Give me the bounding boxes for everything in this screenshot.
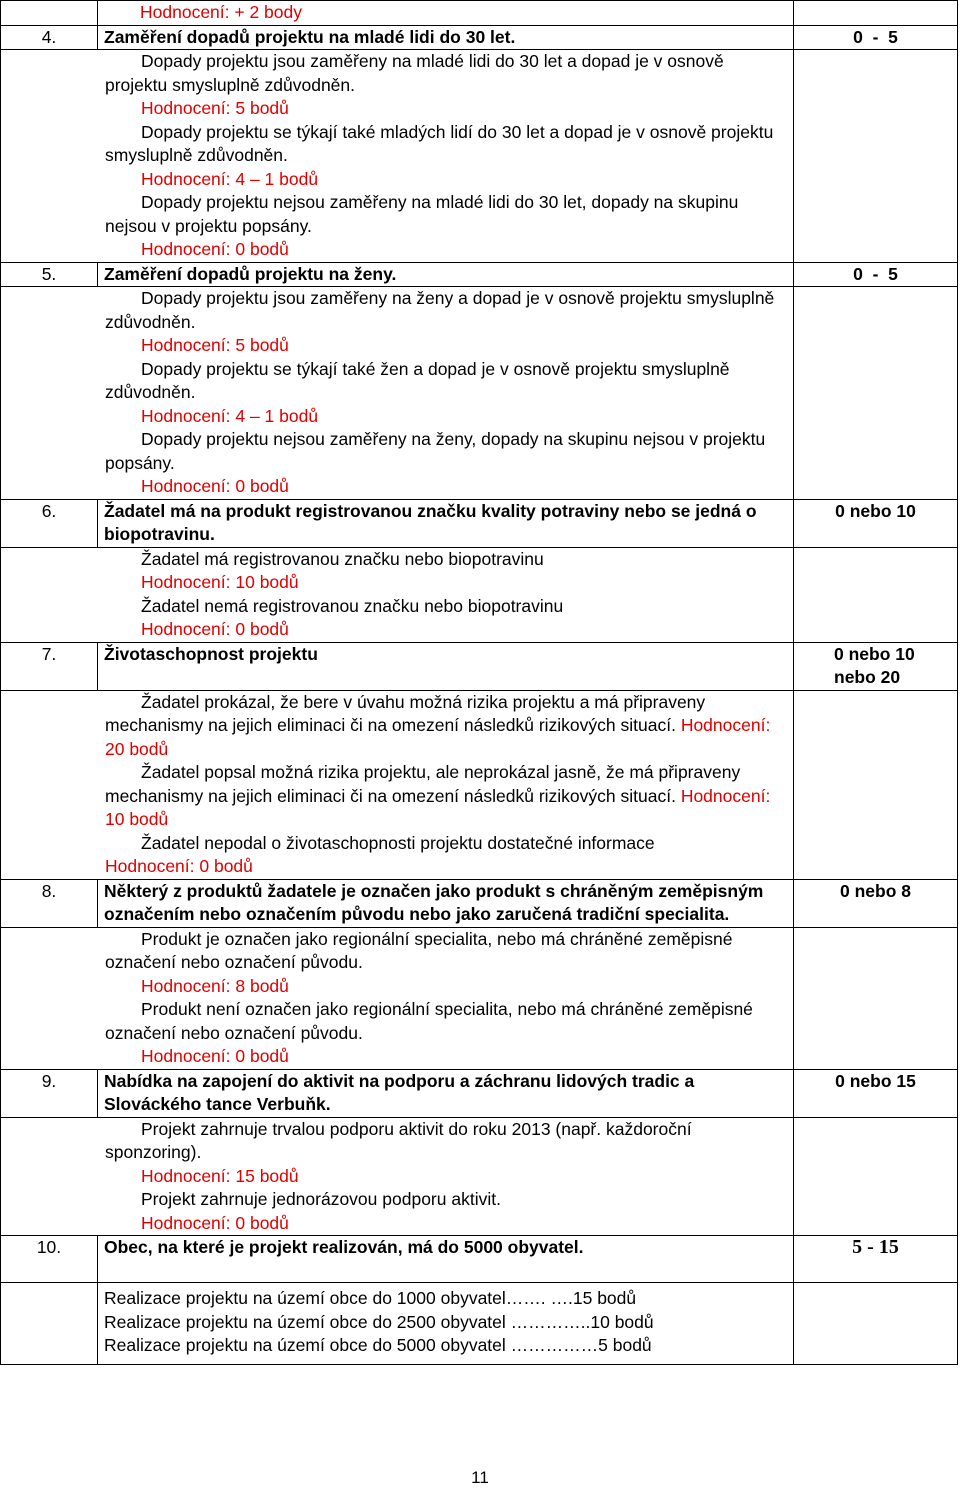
- option-text: Produkt není označen jako regionální specialita, nebo má chráněné zeměpisné označení nebo označení původu.: [105, 999, 753, 1043]
- criterion-title: Obec, na které je projekt realizován, má do 5000 obyvatel.: [98, 1236, 794, 1283]
- criterion-title: Zaměření dopadů projektu na mladé lidi do 30 let.: [98, 25, 794, 50]
- option-rating: Hodnocení: 0 bodů: [141, 476, 289, 496]
- criterion-title: Některý z produktů žadatele je označen jako produkt s chráněným zeměpisným označením nebo označením původu nebo jako zaručená tradiční specialita.: [98, 879, 794, 927]
- option-rating: Hodnocení: 5 bodů: [141, 335, 289, 355]
- option-text: Projekt zahrnuje trvalou podporu aktivit do roku 2013 (např. každoroční sponzoring).: [105, 1118, 692, 1162]
- criterion-score: 0 nebo 8: [794, 879, 958, 927]
- option-text: Produkt je označen jako regionální specialita, nebo má chráněné zeměpisné označení nebo označení původu.: [105, 928, 733, 972]
- option-rating: Hodnocení: 4 – 1 bodů: [141, 405, 319, 426]
- criterion-title: Životaschopnost projektu: [98, 642, 794, 690]
- criterion-score: 0 nebo 15: [794, 1069, 958, 1117]
- option-text: Dopady projektu se týkají také mladých lidí do 30 let a dopad je v osnově projektu smysluplně zdůvodněn.: [105, 121, 774, 165]
- option-rating: Hodnocení: 10 bodů: [141, 572, 299, 592]
- option-text: Žadatel popsal možná rizika projektu, ale neprokázal jasně, že má připraveny mechanismy na jejich eliminaci či na omezení následků rizikových situací. Hodnocení: 10 bodů: [105, 762, 771, 829]
- criterion-10-detail-row: [1, 1283, 958, 1365]
- criterion-6-detail-row: [1, 547, 958, 642]
- option-text: Dopady projektu se týkají také žen a dopad je v osnově projektu smysluplně zdůvodněn.: [105, 358, 730, 402]
- criterion-score: [794, 642, 958, 690]
- criterion-number: 4.: [1, 25, 98, 50]
- population-line: Realizace projektu na území obce do 1000 obyvatel……. ….15 bodů: [104, 1288, 637, 1308]
- criterion-number: 7.: [1, 642, 98, 690]
- option-text: Žadatel prokázal, že bere v úvahu možná rizika projektu a má připraveny mechanismy na jejich eliminaci či na omezení následků rizikových situací. Hodnocení: 20 bodů: [105, 691, 771, 759]
- criterion-8-row: [1, 879, 958, 927]
- criterion-score: 5 - 15: [794, 1236, 958, 1283]
- criterion-7-row: [1, 642, 958, 690]
- criterion-5-row: [1, 262, 958, 287]
- criterion-number: 8.: [1, 879, 98, 927]
- option-rating: Hodnocení: 0 bodů: [105, 856, 253, 876]
- population-line: Realizace projektu na území obce do 2500 obyvatel …………..10 bodů: [104, 1311, 654, 1332]
- page-number: 11: [471, 1468, 489, 1487]
- continuation-row: [1, 1, 958, 26]
- criterion-9-detail-row: [1, 1117, 958, 1236]
- option-rating: Hodnocení: 0 bodů: [141, 1212, 289, 1233]
- criterion-4-detail-row: [1, 50, 958, 263]
- score-line-1: 0 nebo 10: [834, 643, 915, 664]
- criterion-score: 0 - 5: [794, 262, 958, 287]
- option-rating: Hodnocení: 10 bodů: [105, 785, 771, 829]
- option-text: Dopady projektu jsou zaměřeny na mladé lidi do 30 let a dopad je v osnově projektu smysluplně zdůvodněn.: [105, 51, 724, 95]
- option-text: Žadatel nepodal o životaschopnosti projektu dostatečné informace: [141, 832, 655, 853]
- option-rating: Hodnocení: 5 bodů: [141, 98, 289, 118]
- criterion-number: 6.: [1, 499, 98, 547]
- criterion-6-row: [1, 499, 958, 547]
- option-rating: Hodnocení: 4 – 1 bodů: [141, 168, 319, 189]
- criterion-score: 0 - 5: [794, 25, 958, 50]
- criterion-title: Zaměření dopadů projektu na ženy.: [98, 262, 794, 287]
- criterion-title: Nabídka na zapojení do aktivit na podporu a záchranu lidových tradic a Slováckého tance Verbuňk.: [98, 1069, 794, 1117]
- criterion-score: 0 nebo 10: [794, 499, 958, 547]
- option-text: Dopady projektu nejsou zaměřeny na mladé lidi do 30 let, dopady na skupinu nejsou v projektu popsány.: [105, 192, 739, 236]
- criterion-number: 5.: [1, 262, 98, 287]
- option-text: Žadatel má registrovanou značku nebo biopotravinu: [141, 548, 544, 569]
- option-text: Žadatel nemá registrovanou značku nebo biopotravinu: [141, 595, 564, 616]
- option-text: Dopady projektu nejsou zaměřeny na ženy, dopady na skupinu nejsou v projektu popsány.: [105, 429, 766, 473]
- population-line: Realizace projektu na území obce do 5000 obyvatel ……………5 bodů: [104, 1335, 652, 1355]
- criterion-9-row: [1, 1069, 958, 1117]
- criterion-4-row: [1, 25, 958, 50]
- option-rating: Hodnocení: 0 bodů: [141, 1046, 289, 1066]
- criterion-7-detail-row: [1, 690, 958, 879]
- option-text: Dopady projektu jsou zaměřeny na ženy a dopad je v osnově projektu smysluplně zdůvodněn.: [105, 288, 775, 332]
- criterion-number: 10.: [1, 1236, 98, 1283]
- option-rating: Hodnocení: 20 bodů: [105, 715, 771, 759]
- rating-text: Hodnocení: + 2 body: [140, 2, 302, 22]
- option-rating: Hodnocení: 0 bodů: [141, 619, 289, 639]
- option-rating: Hodnocení: 0 bodů: [141, 239, 289, 259]
- option-rating: Hodnocení: 8 bodů: [141, 975, 289, 996]
- criterion-number: 9.: [1, 1069, 98, 1117]
- criterion-8-detail-row: [1, 927, 958, 1069]
- option-rating: Hodnocení: 15 bodů: [141, 1165, 299, 1186]
- score-line-2: nebo 20: [834, 667, 901, 687]
- criterion-5-detail-row: [1, 287, 958, 500]
- criterion-title: Žadatel má na produkt registrovanou značku kvality potraviny nebo se jedná o biopotravinu.: [98, 499, 794, 547]
- criterion-10-row: [1, 1236, 958, 1283]
- option-text: Projekt zahrnuje jednorázovou podporu aktivit.: [141, 1189, 501, 1209]
